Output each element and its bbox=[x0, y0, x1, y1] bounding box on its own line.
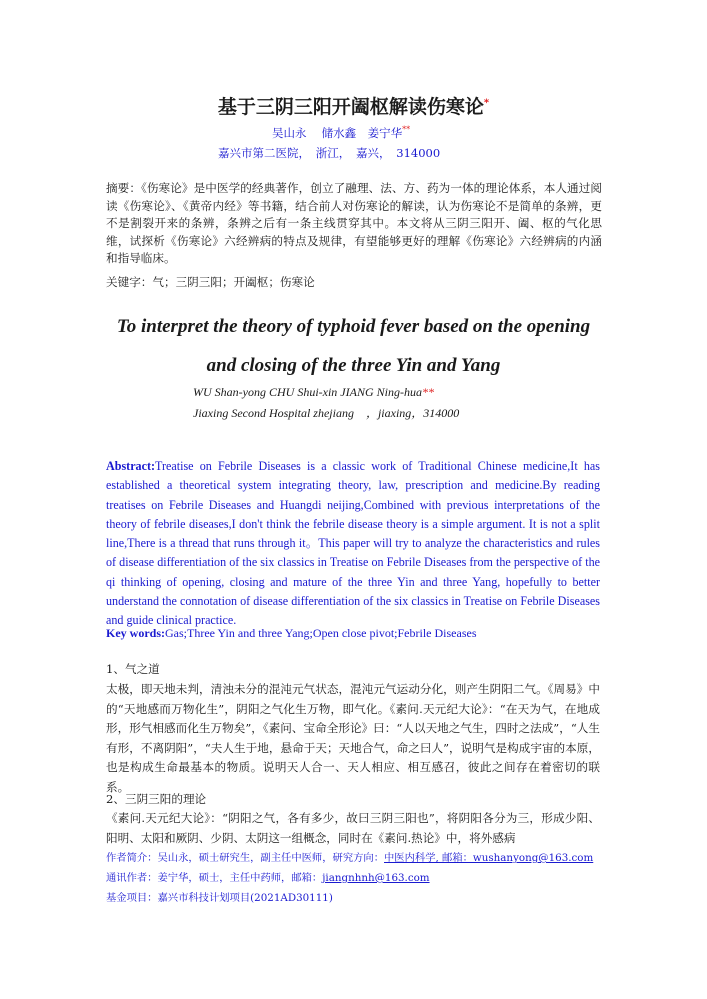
title-footnote-mark: * bbox=[483, 97, 490, 109]
english-authors bbox=[193, 385, 434, 400]
section-1-heading: 1、气之道 bbox=[106, 662, 160, 676]
section-2-heading: 2、三阴三阳的理论 bbox=[106, 792, 207, 806]
chinese-affiliation: 嘉兴市第二医院， 浙江， 嘉兴， 314000 bbox=[218, 146, 441, 160]
chinese-authors-text: 吴山永 储水鑫 姜宁华 bbox=[272, 126, 403, 140]
english-abstract bbox=[106, 457, 600, 631]
english-keywords-text: Gas;Three Yin and three Yang;Open close pivot;Febrile Diseases bbox=[165, 626, 477, 640]
chinese-title bbox=[0, 92, 707, 119]
footnote-corresponding-text: 通讯作者：姜宁华，硕士，主任中药师，邮箱： bbox=[106, 872, 323, 884]
english-abstract-text: Treatise on Febrile Diseases is a classic work of Traditional Chinese medicine,It has established a theoretical system integrating theory, law, prescription and medicine.By reading treatises on Febrile Diseases and Huangdi neijing,Combined with previous interpretations of the theory of febrile diseases,I don't think the febrile disease theory is a simple argument. It is not a split line,There is a thread that runs through it。This paper will try to analyze the characteristics and rules of disease differentiation of the six classics in Treatise on Febrile Diseases from the perspective of the qi thinking of opening, closing and mature of the three Yin and three Yang, hopefully to better understand the connotation of disease differentiation of the six classics in Treatise on Febrile Diseases and guide clinical practice. bbox=[106, 459, 600, 628]
chinese-keywords: 关键字：气；三阴三阳；开阖枢；伤寒论 bbox=[106, 275, 315, 289]
author-email-link[interactable]: 中医内科学, 邮箱：wushanyong@163.com bbox=[384, 852, 594, 864]
english-abstract-label: Abstract: bbox=[106, 459, 156, 473]
english-title-line-2: and closing of the three Yin and Yang bbox=[206, 355, 501, 376]
chinese-title-text: 基于三阴三阳开阖枢解读伤寒论 bbox=[217, 96, 484, 118]
footnote-author-text: 作者简介：吴山永，硕士研究生，副主任中医师，研究方向： bbox=[106, 852, 385, 864]
footnote-funding: 基金项目：嘉兴市科技计划项目(2021AD30111) bbox=[106, 892, 333, 904]
footnote-author-info bbox=[106, 849, 593, 864]
english-keywords-label: Key words: bbox=[106, 626, 165, 640]
chinese-abstract: 摘要：《伤寒论》是中医学的经典著作，创立了融理、法、方、药为一体的理论体系，本人通过阅读《伤寒论》、《黄帝内经》等书籍，结合前人对伤寒论的解读，认为伤寒论不是简单的条辨，更不是割裂开来的条辨，条辨之后有一条主线贯穿其中。本文将从三阴三阳开、阖、枢的气化思维，试探析《伤寒论》六经辨病的特点及规律，有望能够更好的理解《伤寒论》六经辨病的内涵和指导临床。 bbox=[106, 181, 602, 265]
english-author-mark: ** bbox=[421, 385, 434, 399]
section-2-body: 《素问.天元纪大论》：“阴阳之气，各有多少，故曰三阴三阳也”，将阴阳各分为三，形成少阳、阳明、太阳和厥阴、少阴、太阴这一组概念，同时在《素问.热论》中，将外感病 bbox=[106, 811, 600, 845]
english-authors-text: WU Shan-yong CHU Shui-xin JIANG Ning-hua bbox=[193, 385, 422, 399]
corresponding-email-link[interactable]: jiangnhnh@163.com bbox=[322, 872, 430, 884]
chinese-authors bbox=[272, 125, 410, 141]
english-keywords bbox=[106, 626, 476, 641]
english-title-line-1: To interpret the theory of typhoid fever based on the opening bbox=[116, 316, 591, 337]
section-1-body: 太极，即天地未判，清浊未分的混沌元气状态，混沌元气运动分化，则产生阴阳二气。《周易》中的“天地感而万物化生”，阴阳之气化生万物，即气化。《素问.天元纪大论》：“在天为气，在地成形，形气相感而化生万物矣”，《素问、宝命全形论》曰：“人以天地之气生，四时之法成”，“人生有形，不离阴阳”，“夫人生于地，悬命于天；天地合气，命之曰人”，说明气是构成宇宙的本原，也是构成生命最基本的物质。说明天人合一、天人相应、相互感召，彼此之间存在着密切的联系。 bbox=[106, 682, 600, 794]
english-affiliation: Jiaxing Second Hospital zhejiang ，jiaxing，314000 bbox=[193, 406, 460, 420]
footnote-corresponding-author bbox=[106, 869, 430, 884]
corresponding-author-mark: ** bbox=[402, 125, 411, 135]
